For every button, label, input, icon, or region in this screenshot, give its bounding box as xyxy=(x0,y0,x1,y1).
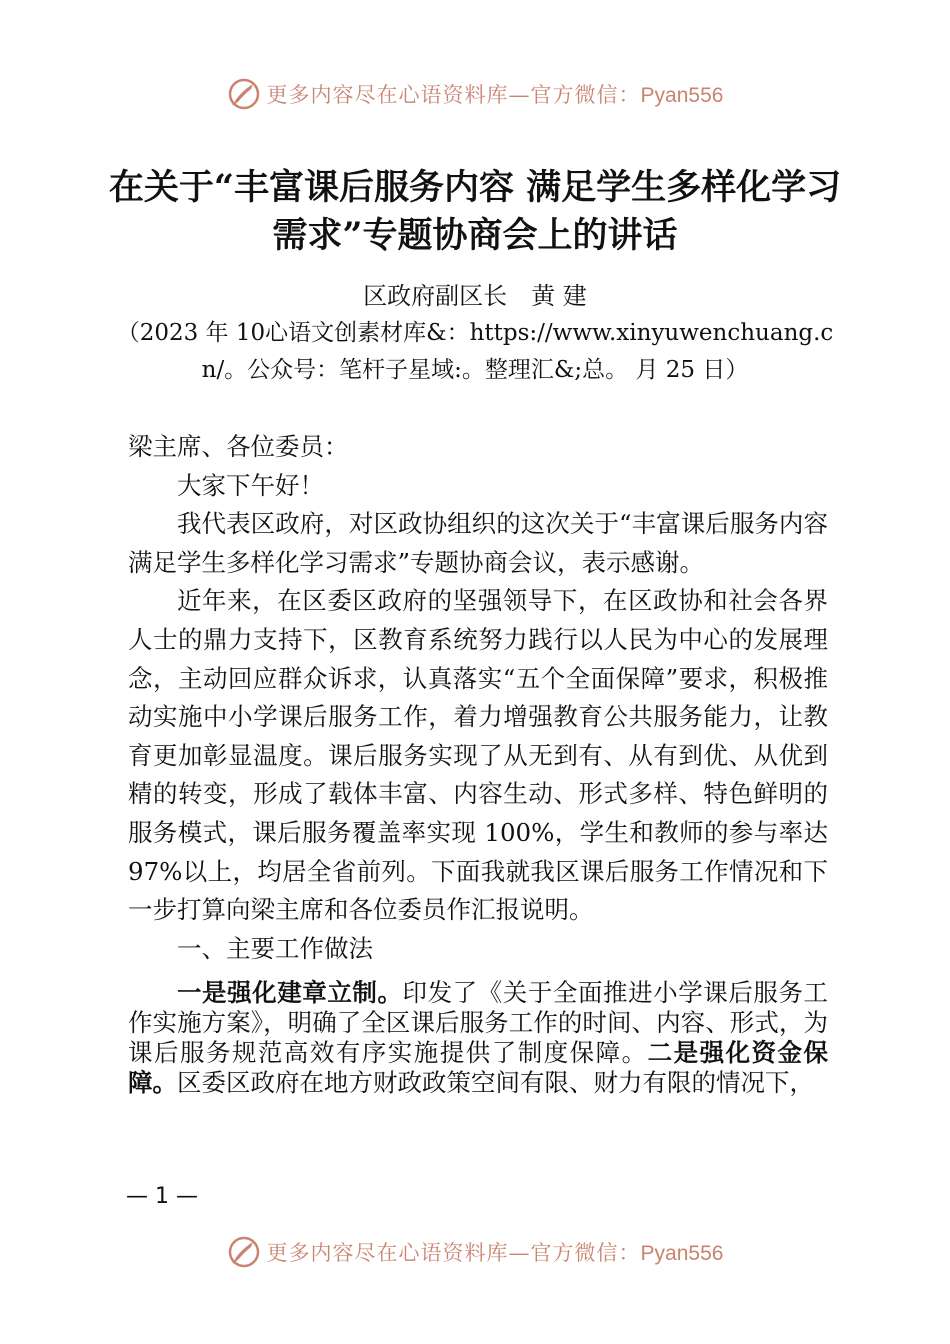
document-body xyxy=(128,428,828,1098)
salutation: 梁主席、各位委员： xyxy=(128,432,349,461)
author-line: 区政府副区长 黄 建 xyxy=(363,282,587,310)
pen-logo-icon xyxy=(227,77,261,111)
bold-lead-2: 二是强化资金保障。 xyxy=(128,1038,829,1098)
footer-watermark-banner xyxy=(0,1232,950,1272)
measure-text-1: 印发了《关于全面推进小学课后服务工作实施方案》，明确了全区课后服务工作的时间、内容、形式，为课后服务规范高效有序实施提供了制度保障。 xyxy=(128,978,829,1068)
measure-text-2: 区委区政府在地方财政政策空间有限、财力有限的情况下， xyxy=(177,1068,814,1098)
paragraph-thanks: 我代表区政府，对区政协组织的这次关于“丰富课后服务内容 满足学生多样化学习需求”专题协商会议，表示感谢。 xyxy=(128,509,828,577)
paragraph-overview: 近年来，在区委区政府的坚强领导下，在区政协和社会各界人士的鼎力支持下，区教育系统努力践行以人民为中心的发展理念，主动回应群众诉求，认真落实“五个全面保障”要求，积极推动实施中小学课后服务工作，着力增强教育公共服务能力，让教育更加彰显温度。课后服务实现了从无到有、从有到优、从优到精的转变，形成了载体丰富、内容生动、形式多样、特色鲜明的服务模式，课后服务覆盖率实现 100%，学生和教师的参与率达 97%以上，均居全省前列。下面我就我区课后服务工作情况和下一步打算向梁主席和各位委员作汇报说明。 xyxy=(128,586,828,925)
document-title: 在关于“丰富课后服务内容 满足学生多样化学习需求”专题协商会上的讲话 xyxy=(108,167,842,256)
pen-logo-icon xyxy=(227,1235,261,1269)
date-line: （2023 年 10心语文创素材库&：https://www.xinyuwenchuang.cn/。公众号：笔杆子星域:。整理汇&;总。 月 25 日） xyxy=(116,320,834,383)
page-number: — 1 — xyxy=(126,1184,198,1209)
greeting: 大家下午好！ xyxy=(177,470,324,500)
banner-text: 更多内容尽在心语资料库—官方微信：Pyan556 xyxy=(266,1241,724,1265)
bold-lead-1: 一是强化建章立制。 xyxy=(177,978,403,1008)
paragraph-measures xyxy=(128,978,828,1098)
banner-text: 更多内容尽在心语资料库—官方微信：Pyan556 xyxy=(266,83,724,107)
section-heading: 一、主要工作做法 xyxy=(177,933,373,963)
header-watermark-banner xyxy=(0,74,950,114)
